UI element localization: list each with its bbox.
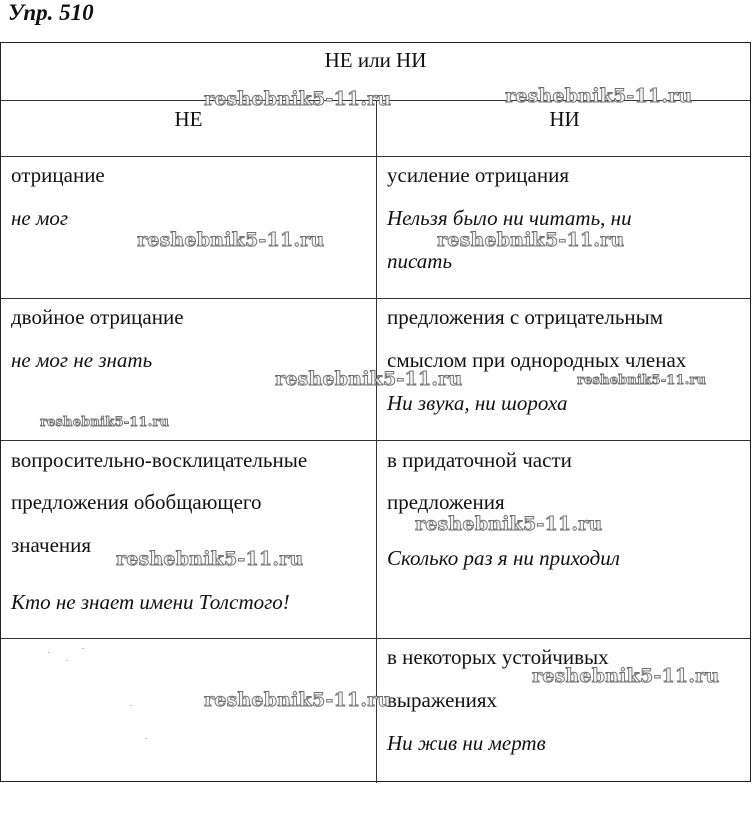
- rule-text: двойное отрицание: [11, 305, 184, 329]
- watermark: reshebnik5-11.ru: [275, 368, 463, 390]
- rule-text: смыслом при однородных членах: [387, 348, 687, 372]
- table-title: НЕ или НИ: [324, 48, 427, 72]
- scan-speck: [82, 648, 84, 649]
- watermark: reshebnik5-11.ru: [577, 373, 707, 388]
- watermark: reshebnik5-11.ru: [505, 85, 693, 107]
- example-text: Нельзя было ни читать, ни: [387, 206, 632, 230]
- watermark: reshebnik5-11.ru: [532, 665, 720, 687]
- scan-speck: [66, 660, 68, 661]
- example-text: Ни звука, ни шороха: [387, 391, 568, 415]
- rule-text: предложения с отрицательным: [387, 305, 664, 329]
- rule-text: предложения: [387, 490, 505, 514]
- rule-text: предложения обобщающего: [11, 490, 262, 514]
- watermark: reshebnik5-11.ru: [40, 415, 170, 430]
- rule-text: вопросительно-восклицательные: [11, 448, 308, 472]
- example-text: Ни жив ни мертв: [387, 731, 546, 755]
- column-divider: [376, 100, 377, 783]
- example-text: Сколько раз я ни приходил: [387, 546, 620, 570]
- column-header-ne: НЕ: [174, 107, 203, 131]
- example-text: не мог не знать: [11, 348, 153, 372]
- example-text: Кто не знает имени Толстого!: [11, 590, 290, 614]
- rule-text: значения: [11, 533, 92, 557]
- watermark: reshebnik5-11.ru: [204, 689, 392, 711]
- exercise-heading: Упр. 510: [8, 0, 94, 25]
- watermark: reshebnik5-11.ru: [437, 229, 625, 251]
- watermark: reshebnik5-11.ru: [137, 229, 325, 251]
- rule-text: усиление отрицания: [387, 163, 569, 187]
- rule-text: выражениях: [387, 688, 498, 712]
- scan-speck: [145, 738, 147, 739]
- column-header-ni: НИ: [549, 107, 580, 131]
- rule-text: в придаточной части: [387, 448, 572, 472]
- watermark: reshebnik5-11.ru: [204, 88, 392, 110]
- watermark: reshebnik5-11.ru: [415, 513, 603, 535]
- example-text: писать: [387, 249, 452, 273]
- watermark: reshebnik5-11.ru: [116, 548, 304, 570]
- example-text: не мог: [11, 206, 69, 230]
- rule-text: в некоторых устойчивых: [387, 645, 609, 669]
- scan-speck: [130, 705, 132, 706]
- rule-text: отрицание: [11, 163, 105, 187]
- scan-speck: [48, 652, 50, 653]
